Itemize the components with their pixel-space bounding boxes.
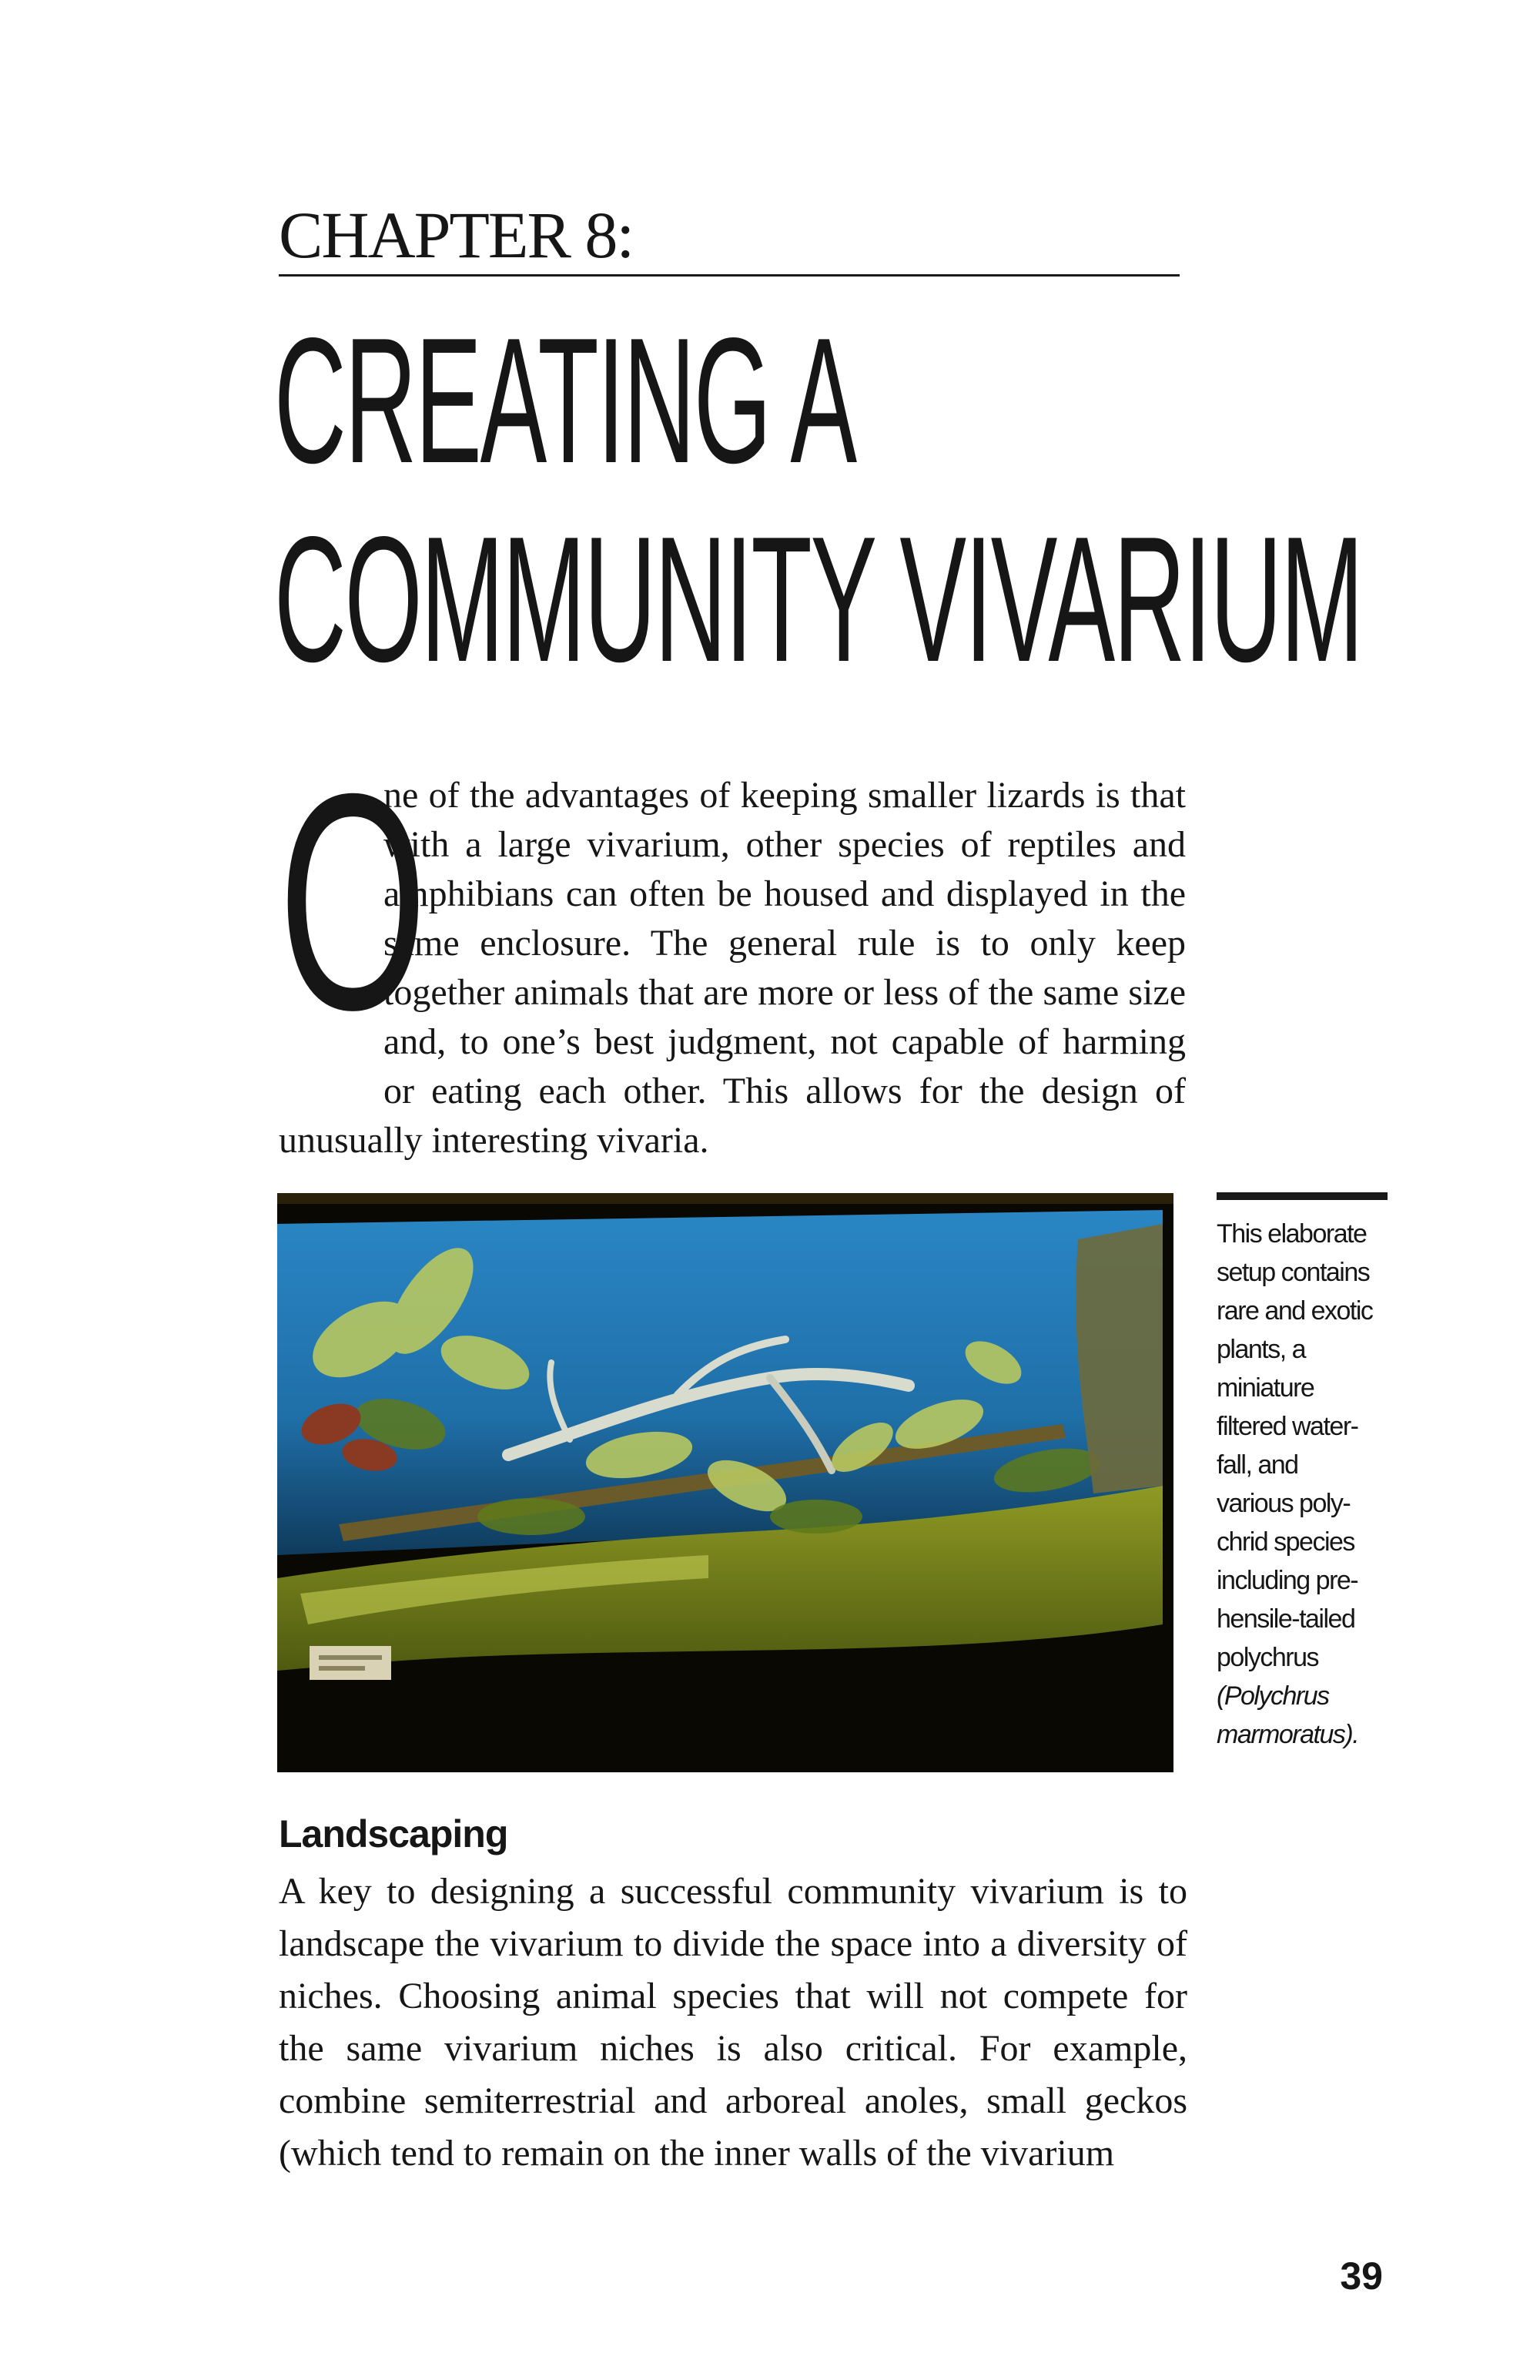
intro-paragraph: [279, 729, 1186, 1165]
caption-species-name: (Polychrus marmoratus).: [1217, 1681, 1359, 1749]
caption-divider: [1217, 1192, 1388, 1200]
section-heading: Landscaping: [279, 1812, 508, 1855]
caption-text: This elaborate setup contains rare and exotic plants, a miniature filtered water- fall, and various poly- chrid species including pre- hensile-tailed polychrus: [1217, 1219, 1373, 1672]
chapter-label: CHAPTER 8:: [279, 198, 634, 272]
photo-caption: [1217, 1215, 1386, 1754]
vivarium-photo: [277, 1193, 1173, 1772]
chapter-title: [274, 302, 1362, 699]
vivarium-photo-illustration: [277, 1193, 1173, 1772]
chapter-divider: [279, 274, 1180, 277]
chapter-title-line-1: CREATING A: [274, 301, 855, 501]
landscaping-paragraph: A key to designing a successful community vivarium is to landscape the vivarium to divide the space into a diversity of niches. Choosing animal species that will not compete for the same vivarium niches is also critical. For example, combine semiterrestrial and arboreal anoles, small geckos (which tend to remain on the inner walls of the vivarium: [279, 1871, 1187, 2174]
chapter-title-line-2: COMMUNITY VIVARIUM: [274, 500, 1362, 699]
intro-text: ne of the advantages of keeping smaller lizards is that with a large vivarium, other species of reptiles and amphibians can often be housed and displayed in the same enclosure. The general rule is to only keep together animals that are more or less of the same size and, to one’s best judgment, not capable of harming or eating each other. This allows for the design of unusually interesting vivaria.: [279, 775, 1186, 1161]
drop-cap: O: [279, 729, 427, 1074]
page-number: 39: [1340, 2254, 1383, 2298]
